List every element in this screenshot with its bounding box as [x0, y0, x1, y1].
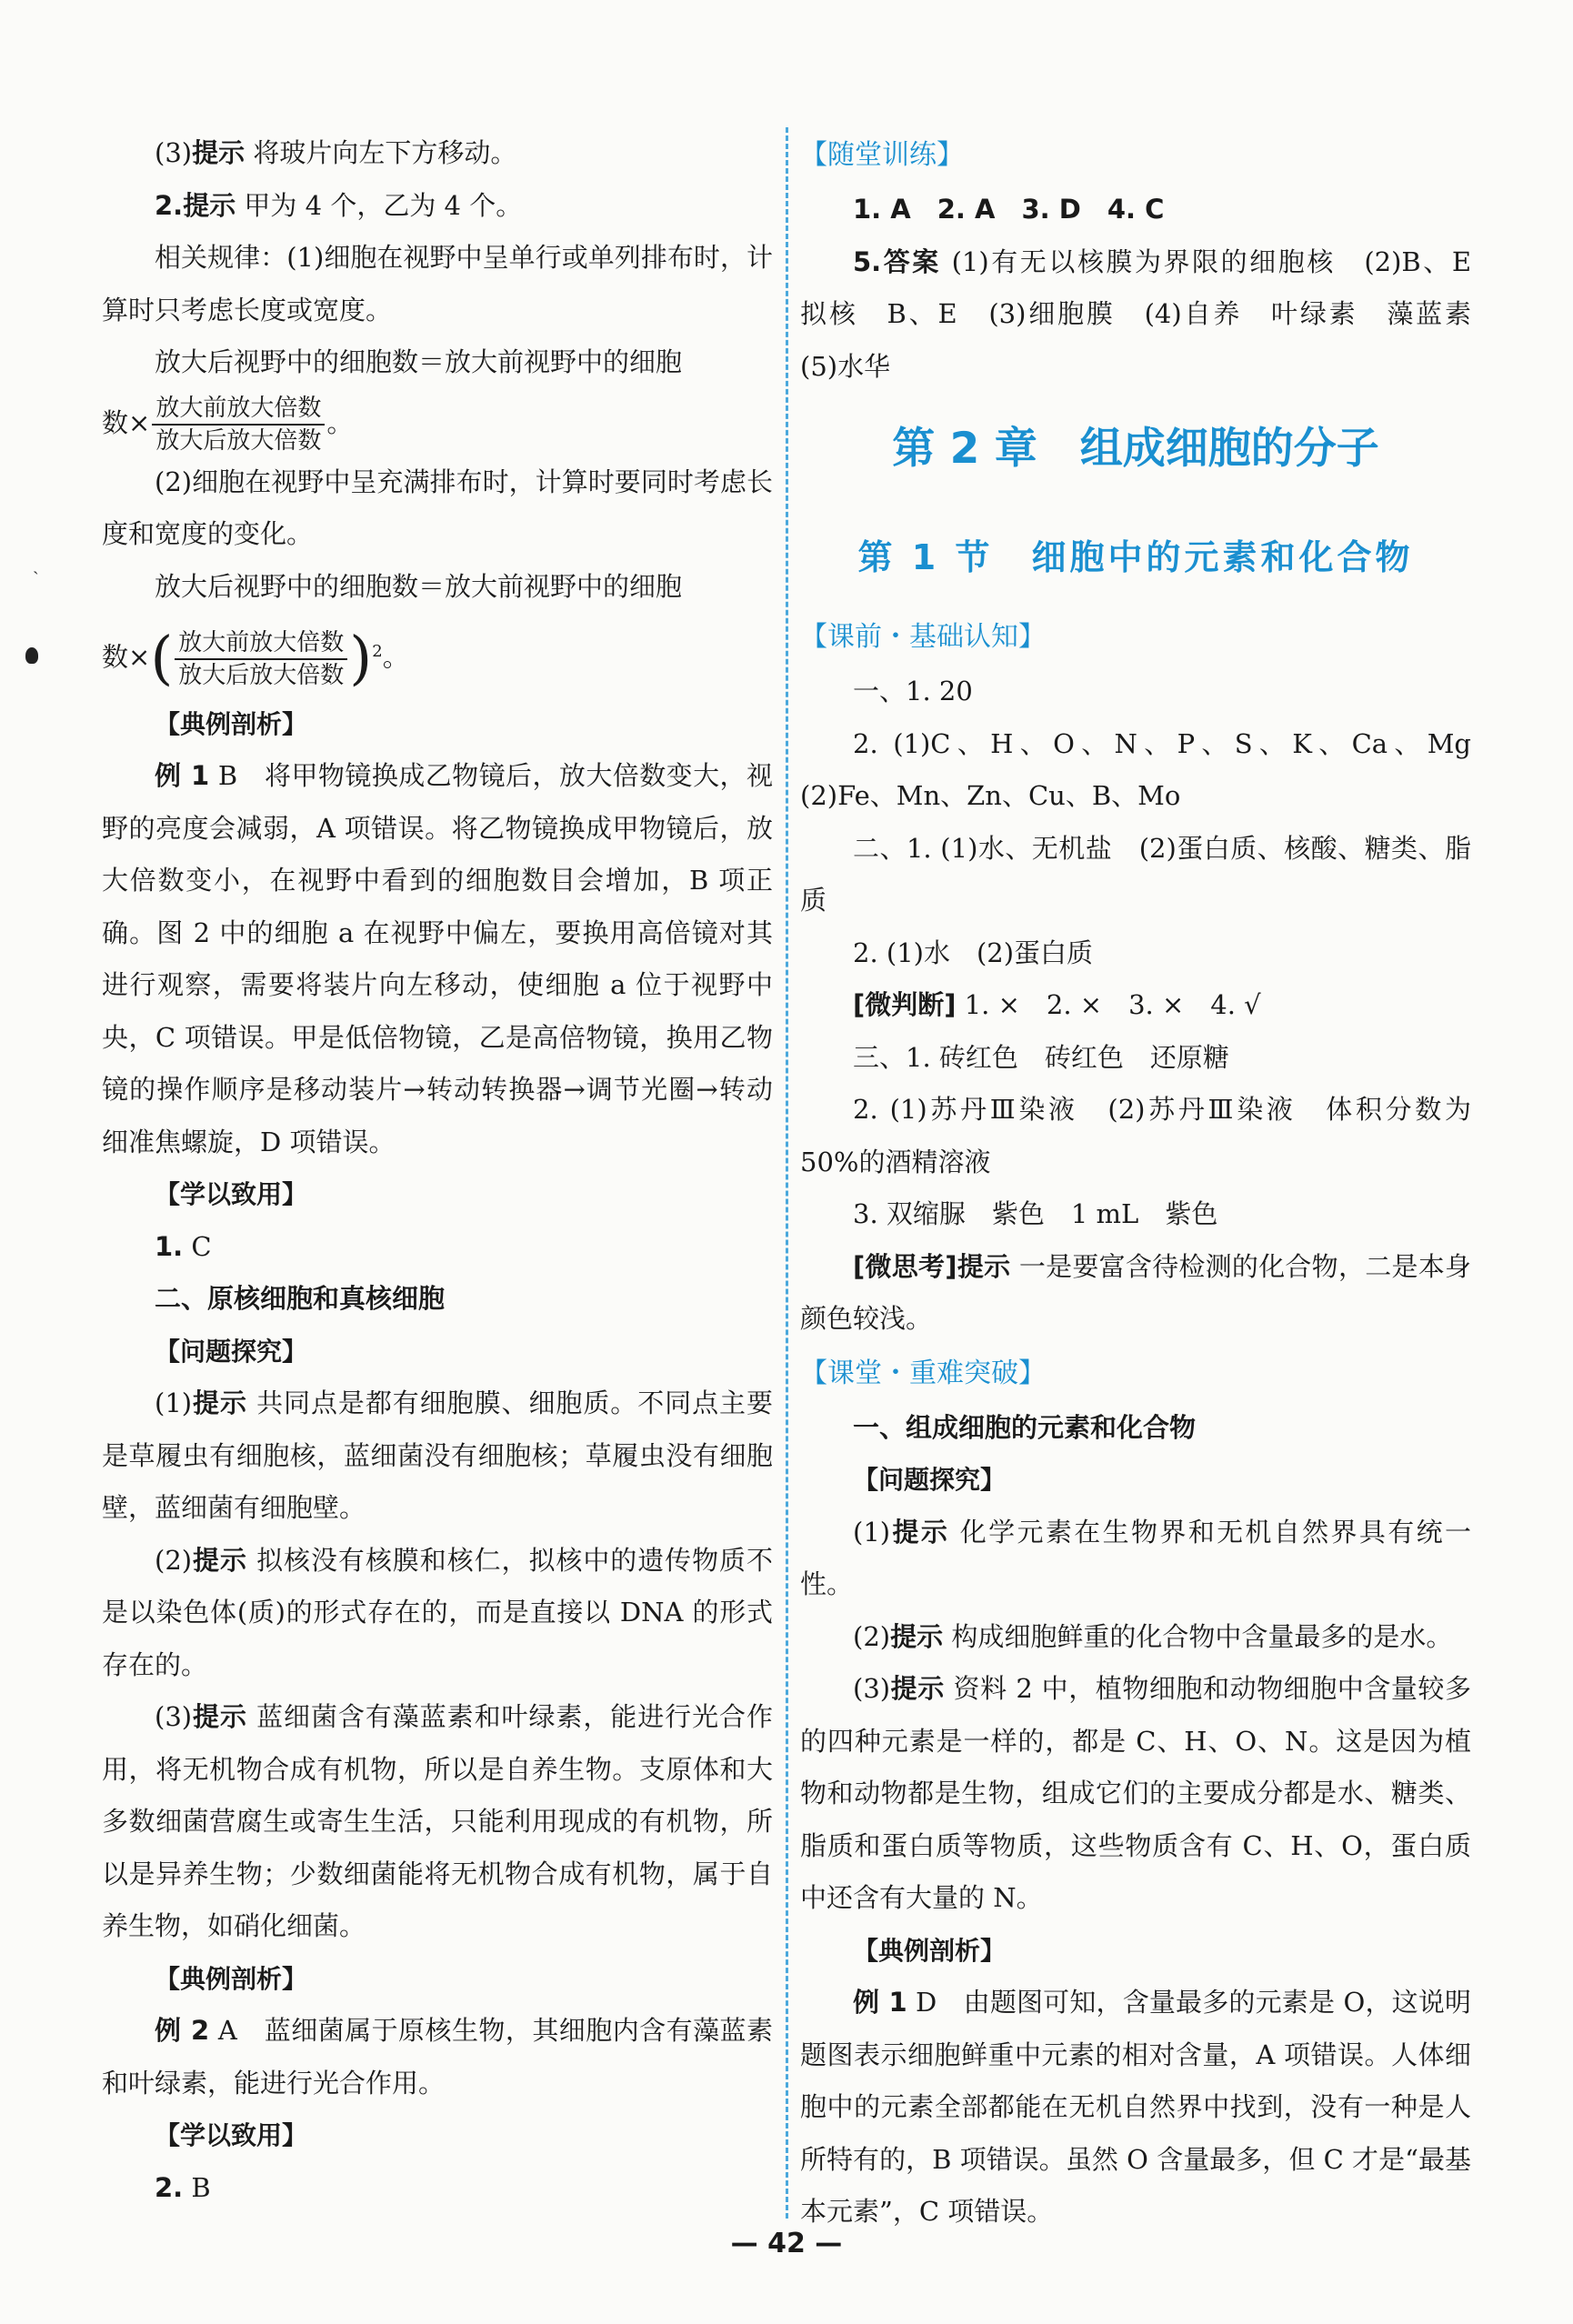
column-divider [786, 127, 788, 2219]
rule-text: 相关规律：(1)细胞在视野中呈单行或单列排布时，计算时只考虑长度或宽度。 [102, 242, 773, 326]
basic-3: 二、1. (1)水、无机盐 (2)蛋白质、核酸、糖类、脂质 [800, 832, 1471, 916]
formula-1-text: 放大后视野中的细胞数＝放大前视野中的细胞 [155, 346, 683, 377]
inquiry-3: (3)提示 蓝细菌含有藻蓝素和叶绿素，能进行光合作用，将无机物合成有机物，所以是自养生物。支原体和大多数细菌营腐生或寄生生活，只能利用现成的有机物，所以是异养生物；少数细菌能将无机物合成有机物，属于自养生物，如硝化细菌。 [102, 1701, 773, 1942]
micro-judge: [微判断] 1. × 2. × 3. × 4. √ [853, 989, 1261, 1020]
r-inquiry-2: (2)提示 构成细胞鲜重的化合物中含量最多的是水。 [853, 1620, 1453, 1652]
formula-2-text: 放大后视野中的细胞数＝放大前视野中的细胞 [155, 570, 683, 602]
answer-2: 2. B [155, 2171, 211, 2203]
heading-elements: 一、组成细胞的元素和化合物 [853, 1411, 1197, 1443]
basic-1: 一、1. 20 [853, 676, 973, 706]
basic-2: 2. (1)C、H、O、N、P、S、K、Ca、Mg (2)Fe、Mn、Zn、Cu、B、Mo [800, 727, 1498, 811]
margin-mark: ˏ [33, 553, 39, 575]
tag-inquiry: 【问题探究】 [155, 1336, 308, 1367]
formula-1: 数× $\frac{\text{放大前放大倍数}}{\text{放大后放大倍数}}$ 。 [102, 394, 354, 455]
answer-1: 1. C [155, 1230, 212, 1262]
r-inquiry-1: (1)提示 化学元素在生物界和无机自然界具有统一性。 [800, 1516, 1471, 1599]
r-inquiry-3: (3)提示 资料 2 中，植物细胞和动物细胞中含量较多的四种元素是一样的，都是 C、H、O、N。这是因为植物和动物都是生物，组成它们的主要成分都是水、糖类、脂质和蛋白质等物质，这些物质含有 C、H、O，蛋白质中还含有大量的 N。 [800, 1673, 1471, 1913]
heading-prokaryote: 二、原核细胞和真核细胞 [155, 1283, 446, 1315]
left-column [102, 127, 773, 2214]
inquiry-2: (2)提示 拟核没有核膜和核仁，拟核中的遗传物质不是以染色体(质)的形式存在的，而是直接以 DNA 的形式存在的。 [102, 1544, 773, 1680]
tag-inquiry-right: 【问题探究】 [853, 1465, 1007, 1495]
micro-think: [微思考]提示 一是要富含待检测的化合物，二是本身颜色较浅。 [800, 1250, 1471, 1334]
chapter-title: 第 2 章 组成细胞的分子 [892, 424, 1379, 474]
hint-3: (3)提示 将玻片向左下方移动。 [155, 137, 517, 168]
inquiry-1: (1)提示 共同点是都有细胞膜、细胞质。不同点主要是草履虫有细胞核，蓝细菌没有细胞核；草履虫没有细胞壁，蓝细菌有细胞壁。 [102, 1387, 773, 1524]
tag-typical-example-2: 【典例剖析】 [155, 1963, 308, 1994]
right-column [800, 127, 1498, 2239]
section-title: 第 1 节 细胞中的元素和化合物 [857, 537, 1414, 577]
basic-6: 三、1. 砖红色 砖红色 还原糖 [853, 1041, 1229, 1073]
margin-blot [25, 647, 38, 664]
rule-text-2: (2)细胞在视野中呈充满排布时，计算时要同时考虑长度和宽度的变化。 [102, 466, 773, 549]
example-1: 例 1 B 将甲物镜换成乙物镜后，放大倍数变大，视野的亮度会减弱，A 项错误。将乙物镜换成甲物镜后，放大倍数变小，在视野中看到的细胞数目会增加，B 项正确。图 2 中的细胞 a 在视野中偏左，要换用高倍镜对其进行观察，需要将装片向左移动，使细胞 a 位于视野中央，C 项错误。甲是低倍物镜，乙是高倍物镜，换用乙物镜的操作顺序是移动装片→转动转换器→调节光圈→转动细准焦螺旋，D 项错误。 [102, 760, 774, 1157]
tag-typical-example-right: 【典例剖析】 [853, 1935, 1007, 1966]
tag-practice: 【随堂训练】 [800, 139, 964, 171]
r-example-1: 例 1 D 由题图可知，含量最多的元素是 O，这说明题图表示细胞鲜重中元素的相对含量，A 项错误。人体细胞中的元素全部都能在无机自然界中找到，没有一种是人所特有的，B 项错误。虽然 O 含量最多，但 C 才是“最基本元素”，C 项错误。 [800, 1987, 1471, 2227]
basic-4: 2. (1)水 (2)蛋白质 [853, 937, 1094, 968]
tag-apply-2: 【学以致用】 [155, 2120, 308, 2151]
basic-8: 3. 双缩脲 紫色 1 mL 紫色 [853, 1198, 1218, 1229]
basic-7: 2. (1)苏丹Ⅲ染液 (2)苏丹Ⅲ染液 体积分数为 50%的酒精溶液 [800, 1094, 1471, 1177]
page-number: — 42 — [730, 2228, 843, 2259]
formula-2: 数×( $\frac{\text{放大前放大倍数}}{\text{放大后放大倍数}}$ )$^2$。 [102, 625, 409, 693]
example-2: 例 2 A 蓝细菌属于原核生物，其细胞内含有藻蓝素和叶绿素，能进行光合作用。 [102, 2015, 773, 2099]
tag-apply: 【学以致用】 [155, 1179, 308, 1210]
tag-inclass: 【课堂・重难突破】 [800, 1357, 1046, 1389]
tag-preclass: 【课前・基础认知】 [800, 621, 1046, 653]
practice-answer-5: 5.答案 (1)有无以核膜为界限的细胞核 (2)B、E 拟核 B、E (3)细胞膜 (4)自养 叶绿素 藻蓝素 (5)水华 [800, 245, 1498, 382]
tag-typical-example: 【典例剖析】 [155, 708, 308, 739]
hint-2: 2.提示 甲为 4 个，乙为 4 个。 [155, 189, 523, 221]
practice-answers: 1. A 2. A 3. D 4. C [853, 194, 1165, 225]
